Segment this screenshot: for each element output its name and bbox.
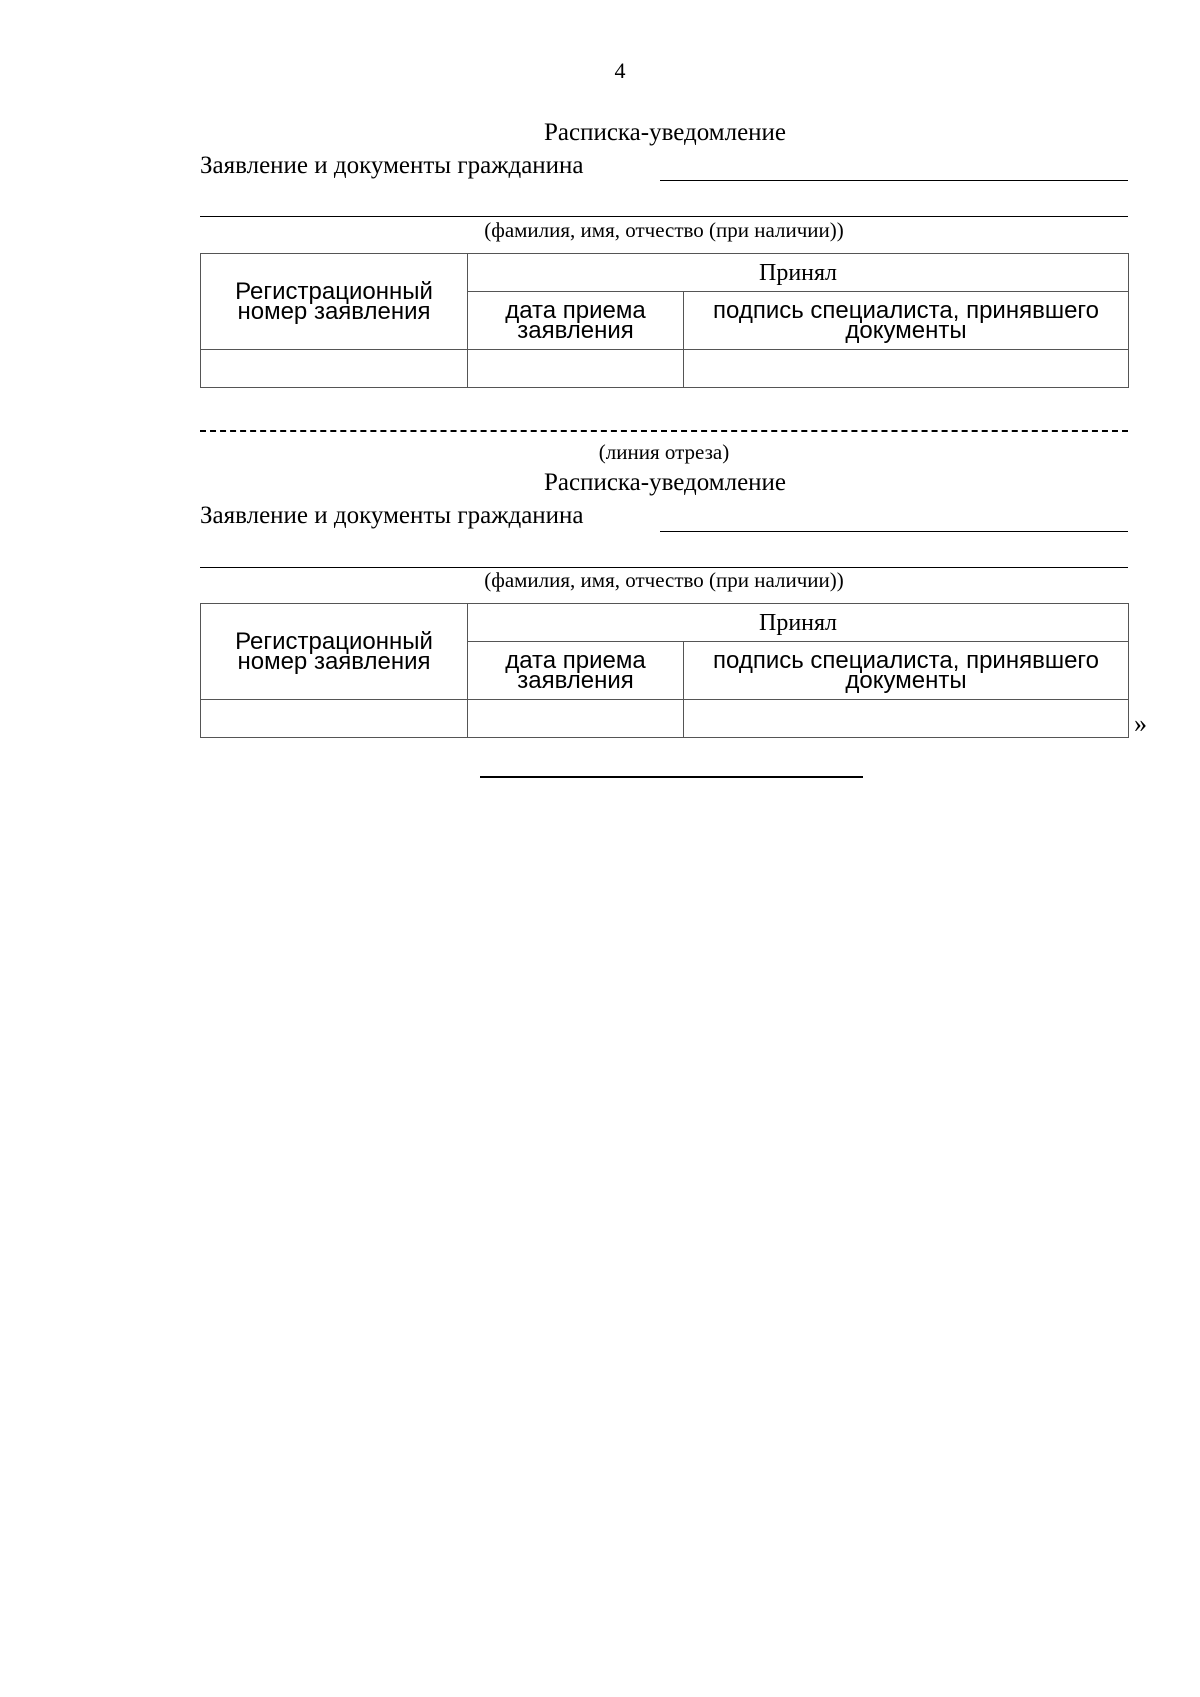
date-cell[interactable] <box>468 700 684 738</box>
name-caption: (фамилия, имя, отчество (при наличии)) <box>484 568 844 592</box>
accepted-header: Принял <box>468 604 1129 642</box>
date-header: дата приема заявления <box>468 642 684 700</box>
cut-line <box>200 430 1128 432</box>
applicant-name-field-line[interactable] <box>660 531 1128 532</box>
accepted-header: Принял <box>468 254 1129 292</box>
receipt-table <box>200 253 1129 388</box>
receipt-table <box>200 603 1129 738</box>
closing-quote: » <box>1134 709 1147 738</box>
name-caption: (фамилия, имя, отчество (при наличии)) <box>484 218 844 242</box>
date-cell[interactable] <box>468 350 684 388</box>
signature-header: подпись специалиста, принявшего документы <box>684 292 1129 350</box>
signature-cell[interactable] <box>684 350 1129 388</box>
reg-number-cell[interactable] <box>201 700 468 738</box>
cut-line-label: (линия отреза) <box>598 440 730 464</box>
signature-cell[interactable] <box>684 700 1129 738</box>
reg-number-cell[interactable] <box>201 350 468 388</box>
reg-number-header: Регистрационный номер заявления <box>201 604 468 700</box>
date-header: дата приема заявления <box>468 292 684 350</box>
applicant-label: Заявление и документы гражданина <box>200 502 584 529</box>
applicant-label: Заявление и документы гражданина <box>200 152 584 179</box>
applicant-name-field-line[interactable] <box>660 180 1128 181</box>
receipt-title: Расписка-уведомление <box>543 119 787 146</box>
signature-header: подпись специалиста, принявшего документы <box>684 642 1129 700</box>
applicant-fullname-line[interactable] <box>200 216 1128 217</box>
reg-number-header: Регистрационный номер заявления <box>201 254 468 350</box>
page-number: 4 <box>614 58 626 83</box>
end-rule <box>480 776 863 778</box>
receipt-title: Расписка-уведомление <box>543 469 787 496</box>
